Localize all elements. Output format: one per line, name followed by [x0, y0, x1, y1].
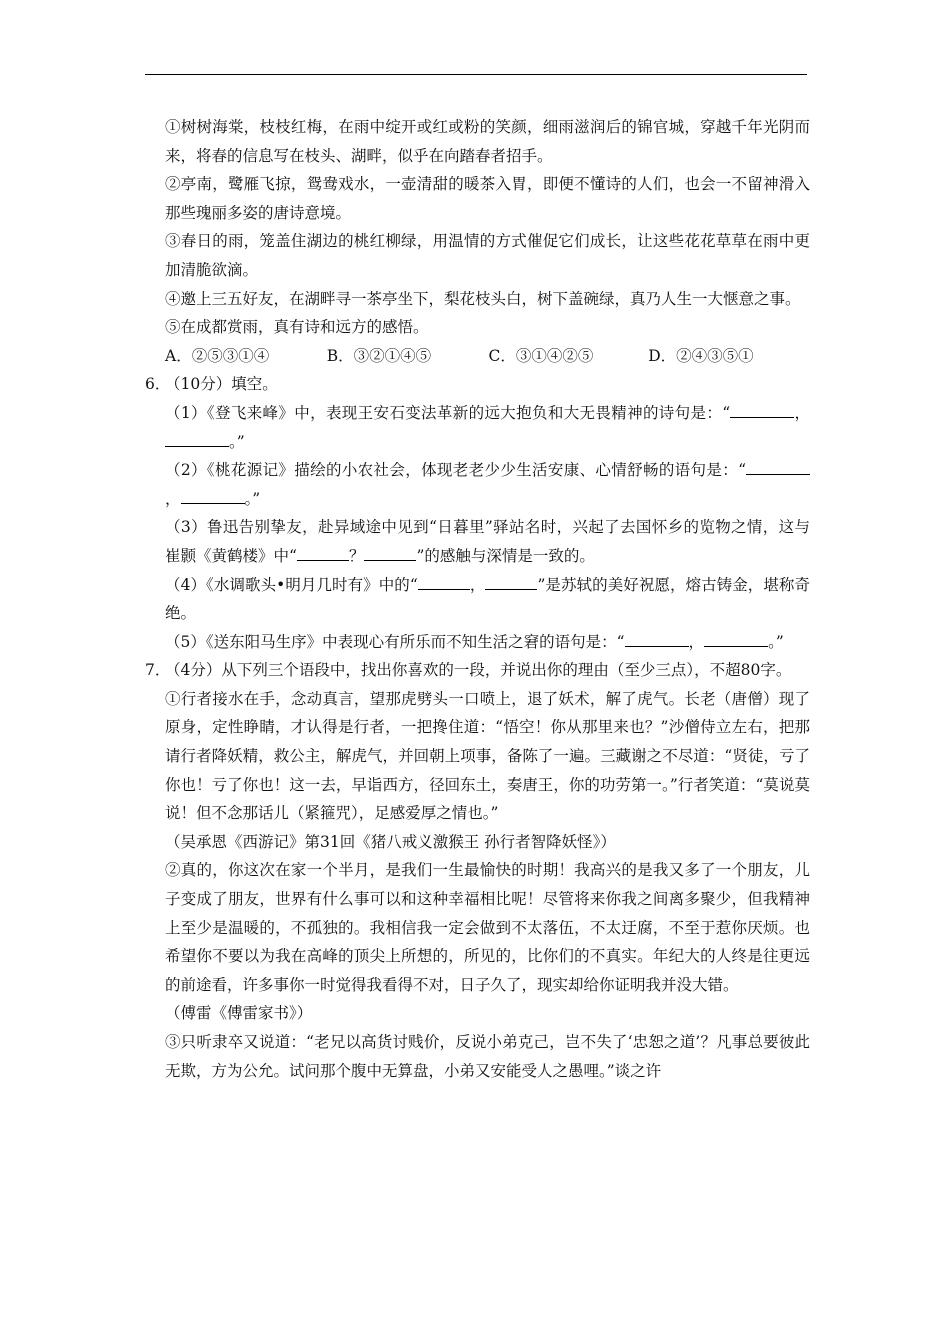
fill-item-5-end: 。” — [768, 632, 784, 651]
passage-1-source: （吴承恩《西游记》第31回《猪八戒义激猴王 孙行者智降妖怪》） — [165, 832, 616, 851]
choice-b[interactable]: B．③②①④⑤ — [326, 346, 432, 365]
question-6-stem: （10分）填空。 — [165, 375, 278, 394]
fill-blank[interactable] — [730, 403, 794, 418]
question-7-stem: （4分）从下列三个语段中，找出你喜欢的一段，并说出你的理由（至少三点），不超80字。 — [165, 661, 792, 680]
question-6-number: 6． — [145, 375, 171, 394]
fill-blank[interactable] — [181, 489, 245, 504]
fill-blank[interactable] — [297, 546, 349, 561]
passage-1: ①行者接水在手，念动真言，望那虎劈头一口喷上，退了妖术，解了虎气。长老（唐僧）现了原身，定性睁睛，才认得是行者，一把搀住道：“悟空！你从那里来也？”沙僧侍立左右，把那请行者降妖精，救公主，解虎气，并回朝上项事，备陈了一遍。三藏谢之不尽道：“贤徒，亏了你也！亏了你也！这一去，早诣西方，径回东土，奏唐王，你的功劳第一。”行者笑道：“莫说莫说！但不念那话儿（紧箍咒），足感爱厚之情也。” — [165, 689, 810, 823]
fill-item-2 — [145, 456, 810, 513]
fill-item-1 — [145, 399, 810, 456]
fill-blank[interactable] — [165, 432, 229, 447]
passage-2: ②真的，你这次在家一个半月，是我们一生最愉快的时期！我高兴的是我又多了一个朋友，儿子变成了朋友，世界有什么事可以和这种幸福相比呢！尽管将来你我之间离多聚少，但我精神上至少是温暖的，不孤独的。我相信我一定会做到不太落伍，不太迂腐，不至于惹你厌烦。也希望你不要以为我在高峰的顶尖上所想的，所见的，比你们的不真实。年纪大的人终是往更远的前途看，许多事你一时觉得我看得不对，日子久了，现实却给你证明我并没大错。 — [165, 861, 810, 994]
question-5-sentences — [145, 113, 810, 342]
fill-item-1-end: 。” — [229, 432, 245, 451]
fill-item-5 — [145, 628, 810, 657]
passage-2-source: （傅雷《傅雷家书》） — [165, 1004, 313, 1023]
fill-item-2-sep: ， — [165, 489, 181, 508]
fill-item-4-text: （4）《水调歌头•明月几时有》中的“ — [165, 575, 418, 594]
fill-item-5-text: （5）《送东阳马生序》中表现心有所乐而不知生活之窘的语句是：“ — [165, 632, 625, 651]
fill-blank[interactable] — [418, 575, 470, 590]
sentence-1: ①树树海棠，枝枝红梅，在雨中绽开或红或粉的笑颜，细雨滋润后的锦官城，穿越千年光阴而来，将春的信息写在枝头、湖畔，似乎在向踏春者招手。 — [165, 118, 810, 165]
choice-c[interactable]: C．③①④②⑤ — [488, 346, 594, 365]
sentence-3: ③春日的雨，笼盖住湖边的桃红柳绿，用温情的方式催促它们成长，让这些花花草草在雨中更加清脆欲滴。 — [165, 232, 810, 279]
sentence-2: ②亭南，鹭雁飞掠，鸳鸯戏水，一壶清甜的暖茶入胃，即便不懂诗的人们，也会一不留神滑入那些瑰丽多姿的唐诗意境。 — [165, 175, 810, 222]
question-5-choices — [145, 342, 810, 371]
fill-item-1-text: （1）《登飞来峰》中，表现王安石变法革新的远大抱负和大无畏精神的诗句是：“ — [165, 403, 731, 422]
question-7 — [145, 656, 810, 685]
fill-item-4-sep: ， — [469, 575, 486, 594]
fill-item-2-end: 。” — [244, 489, 261, 508]
fill-item-4 — [145, 571, 810, 628]
fill-item-1-sep: ， — [794, 403, 810, 422]
exam-page — [145, 113, 810, 1085]
passage-3: ③只听隶卒又说道：“老兄以高货讨贱价，反说小弟克己，岂不失了‘忠恕之道’？凡事总要彼此无欺，方为公允。试问那个腹中无算盘，小弟又安能受人之愚哩。”谈之许 — [165, 1033, 810, 1080]
fill-blank[interactable] — [625, 632, 689, 647]
fill-blank[interactable] — [364, 546, 416, 561]
fill-item-3-text: （3）鲁迅告别挚友，赴异域途中见到“日暮里”驿站名时，兴起了去国怀乡的览物之情，这与崔颢《黄鹤楼》中“ — [165, 518, 810, 565]
fill-blank[interactable] — [485, 575, 537, 590]
fill-item-4-end: ”是苏轼的美好祝愿，熔古铸金，堪称奇绝。 — [165, 575, 810, 623]
fill-item-5-sep: ， — [688, 632, 705, 651]
choice-d[interactable]: D．②④③⑤① — [648, 346, 754, 365]
fill-blank[interactable] — [704, 632, 768, 647]
question-6 — [145, 370, 810, 399]
fill-blank[interactable] — [746, 460, 810, 475]
question-7-number: 7． — [145, 661, 171, 680]
fill-item-3 — [145, 513, 810, 570]
fill-item-3-end: ”的感触与深情是一致的。 — [416, 546, 595, 565]
header-rule — [145, 74, 807, 75]
fill-item-3-sep: ？ — [348, 546, 365, 565]
choice-a[interactable]: A．②⑤③①④ — [165, 346, 270, 365]
sentence-4: ④邀上三五好友，在湖畔寻一茶亭坐下，梨花枝头白，树下盖碗绿，真乃人生一大惬意之事。 — [165, 289, 801, 308]
sentence-5: ⑤在成都赏雨，真有诗和远方的感悟。 — [165, 318, 429, 337]
fill-item-2-text: （2）《桃花源记》描绘的小农社会，体现老老少少生活安康、心情舒畅的语句是：“ — [165, 461, 746, 480]
